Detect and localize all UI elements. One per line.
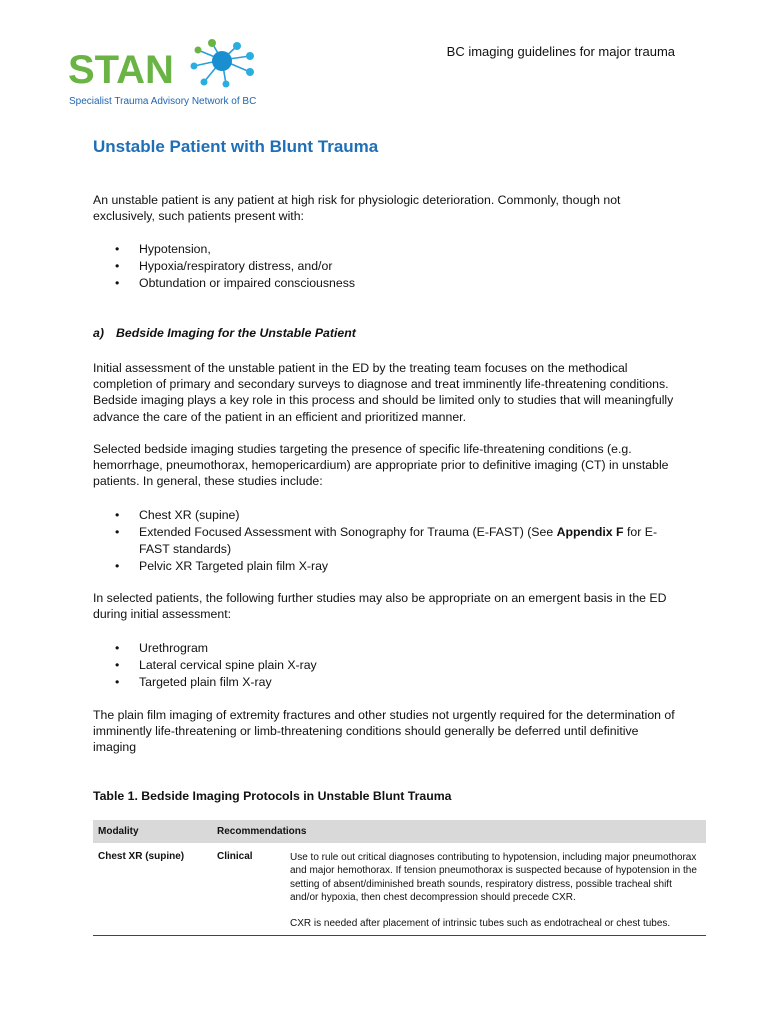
studies-list [93,507,683,575]
document-header-title: BC imaging guidelines for major trauma [446,44,675,59]
section-title: Bedside Imaging for the Unstable Patient [116,326,356,340]
section-letter: a) [93,326,104,340]
table-title: Table 1. Bedside Imaging Protocols in Unstable Blunt Trauma [93,789,452,803]
recommendation-text: CXR is needed after placement of intrinsic tubes such as endotracheal or chest tubes. [290,918,671,930]
table-row [93,843,706,936]
table-header-modality: Modality [98,826,139,837]
list-item: • Urethrogram [93,640,683,657]
paragraph-further-studies: In selected patients, the following further studies may also be appropriate on an emergent basis in the ED during initial assessment: [93,591,667,622]
table-header-row [93,820,706,843]
intro-list [93,241,683,292]
intro-paragraph: An unstable patient is any patient at high risk for physiologic deterioration. Commonly, though not exclusively, such patients present with: [93,193,621,224]
cell-type: Clinical [217,851,253,862]
logo-wordmark: STAN [68,48,174,92]
list-item: • Targeted plain film X-ray [93,674,683,691]
appendix-reference: Appendix F [556,525,624,539]
cell-recommendation [290,851,702,930]
list-item-text: Extended Focused Assessment with Sonography for Trauma (E-FAST) (See [139,525,557,539]
paragraph-deferred-imaging: The plain film imaging of extremity fractures and other studies not urgently required for the determination of imminently life-threatening or limb-threatening conditions should generally be deferred until definitive imaging [93,708,675,755]
recommendation-text: Use to rule out critical diagnoses contributing to hypotension, including major pneumothorax and major hemothorax. If tension pneumothorax is suspected because of hypotension in the setting of absent/diminished breath sounds, respiratory distress, possible tracheal shift and/or hypoxia, then chest decompression should precede CXR. [290,852,697,903]
cell-modality: Chest XR (supine) [98,851,185,862]
list-item-text: for E-FAST standards) [139,525,658,556]
list-item: • Hypoxia/respiratory distress, and/or [93,258,683,275]
stan-logo [68,38,278,110]
table-header-recommendations: Recommendations [217,826,307,837]
logo-tagline: Specialist Trauma Advisory Network of BC [69,96,257,107]
list-item: • Pelvic XR Targeted plain film X-ray [93,558,683,575]
list-item: • Hypotension, [93,241,683,258]
protocol-table [93,820,706,936]
list-item: • Chest XR (supine) [93,507,683,524]
list-item: • Lateral cervical spine plain X-ray [93,657,683,674]
paragraph-selected-studies: Selected bedside imaging studies targeting the presence of specific life-threatening conditions (e.g. hemorrhage, pneumothorax, hemopericardium) are appropriate prior to definitive imaging (CT) in unstable patients. In general, these studies include: [93,442,669,489]
network-icon [180,38,262,98]
list-item [93,524,683,558]
further-studies-list [93,640,683,691]
list-item: • Obtundation or impaired consciousness [93,275,683,292]
paragraph-initial-assessment: Initial assessment of the unstable patient in the ED by the treating team focuses on the methodical completion of primary and secondary surveys to diagnose and treat imminently life-threatening conditions. Bedside imaging plays a key role in this process and should be limited only to studies that will meaningfully advance the care of the patient in an efficient and prioritized manner. [93,361,674,424]
page-title: Unstable Patient with Blunt Trauma [93,137,379,156]
section-heading [93,326,356,340]
